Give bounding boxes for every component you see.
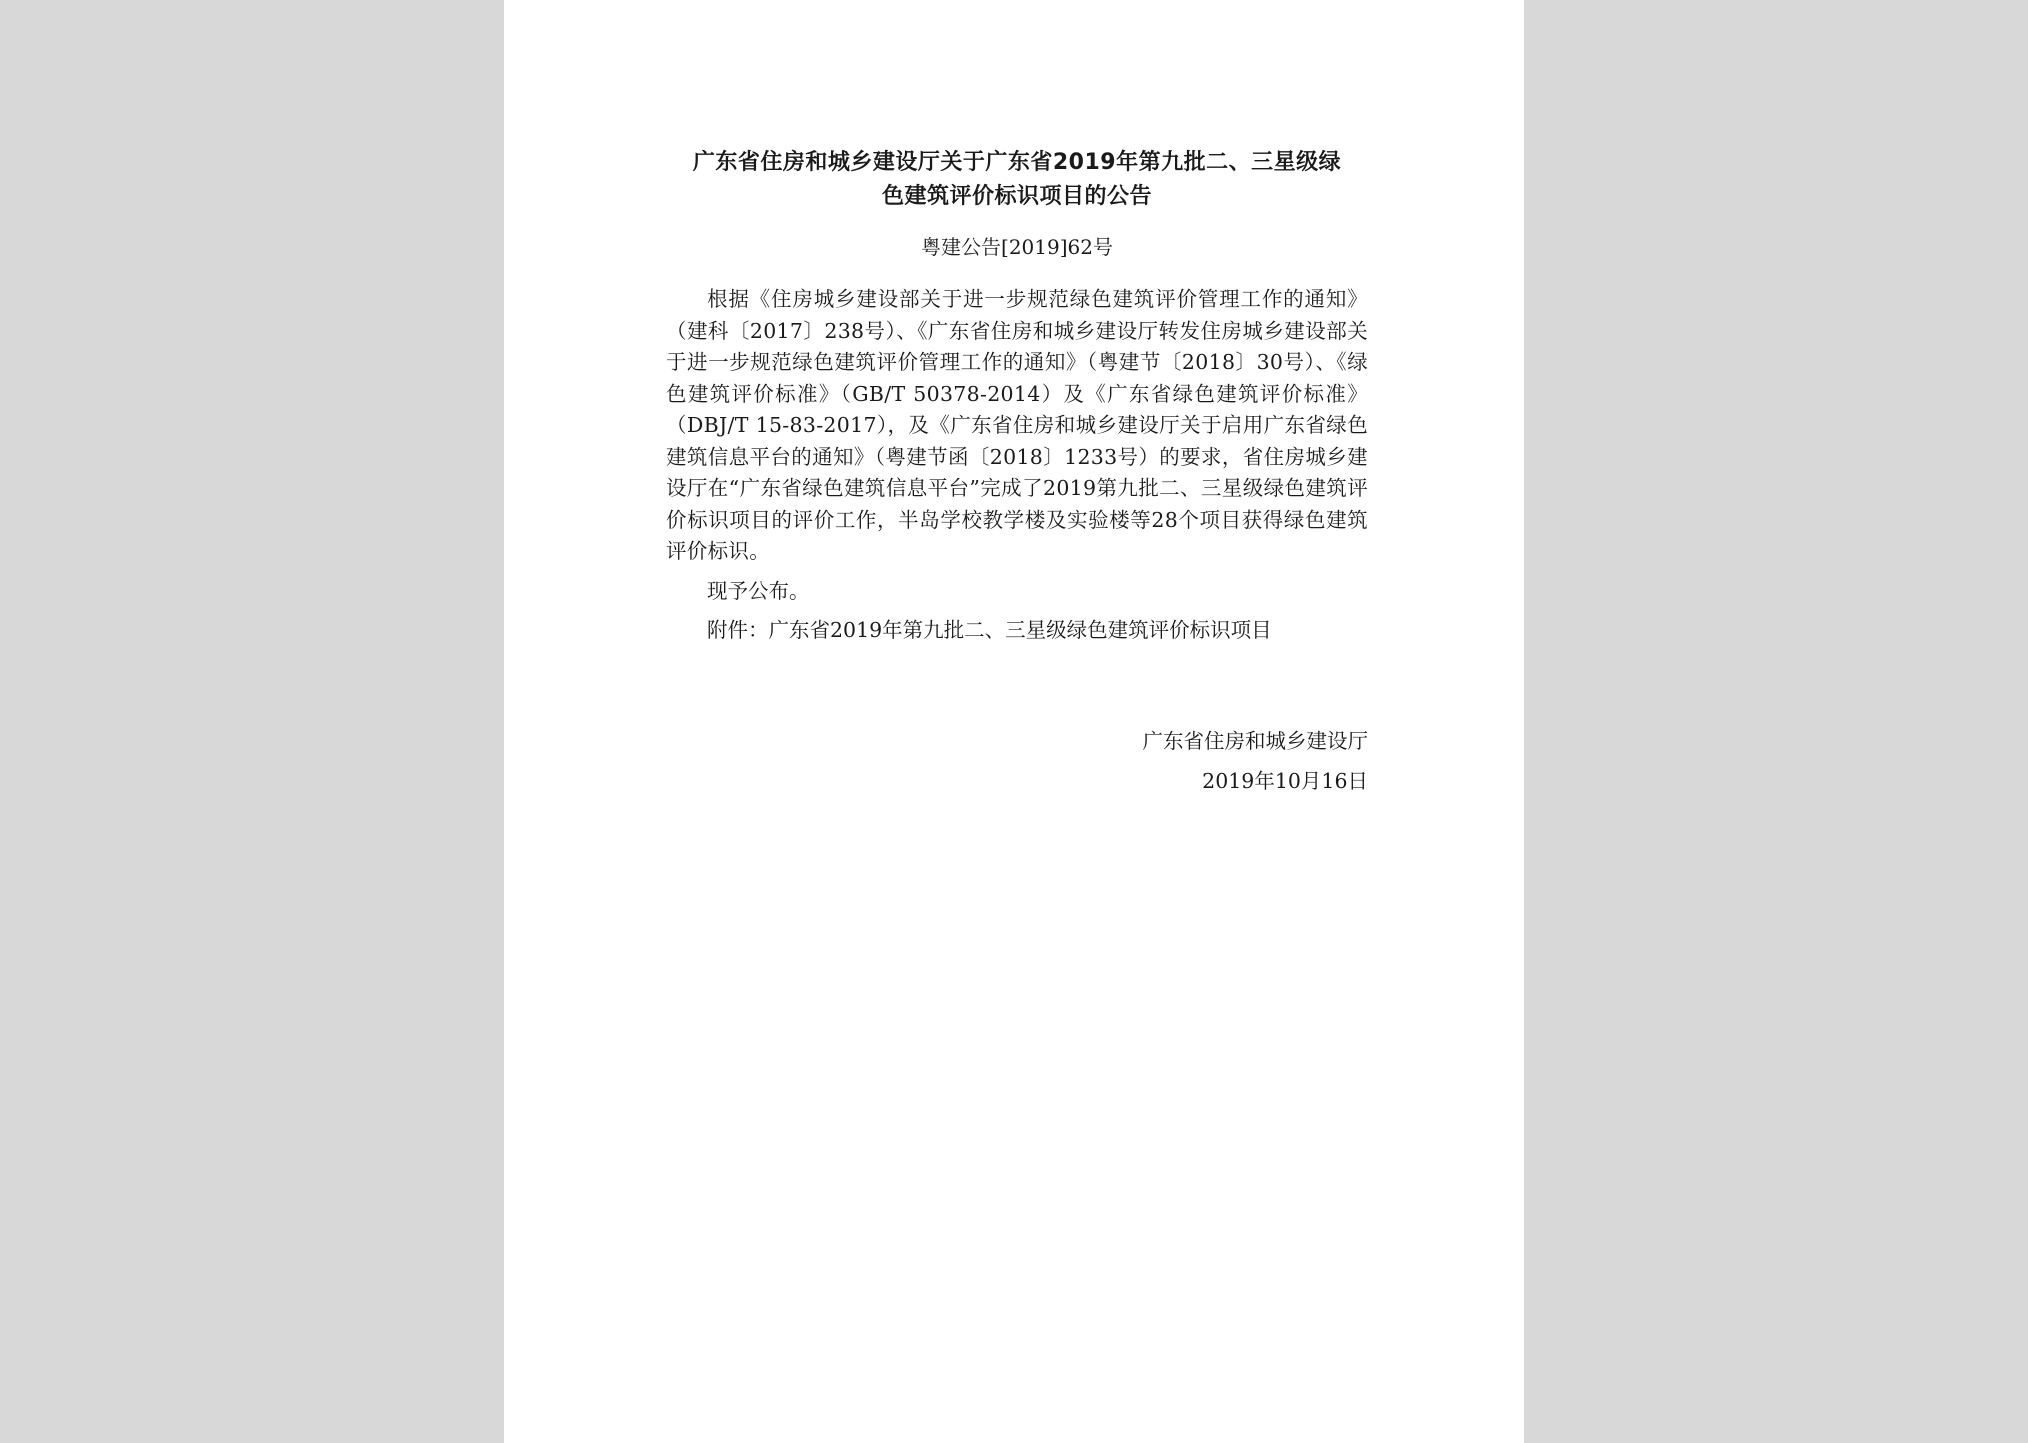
- document-title: [666, 146, 1368, 214]
- page-content: [666, 146, 1368, 801]
- signature-date: 2019年10月16日: [1202, 768, 1368, 793]
- body-paragraph: 根据《住房城乡建设部关于进一步规范绿色建筑评价管理工作的通知》（建科〔2017〕238号）、《广东省住房和城乡建设厅转发住房城乡建设部关于进一步规范绿色建筑评价管理工作的通知》（粤建节〔2018〕30号）、《绿色建筑评价标准》（GB/T 50378-2014）及《广东省绿色建筑评价标准》（DBJ/T 15-83-2017），及《广东省住房和城乡建设厅关于启用广东省绿色建筑信息平台的通知》（粤建节函〔2018〕1233号）的要求，省住房城乡建设厅在“广东省绿色建筑信息平台”完成了2019第九批二、三星级绿色建筑评价标识项目的评价工作，半岛学校教学楼及实验楼等28个项目获得绿色建筑评价标识。: [666, 287, 1368, 563]
- title-line-2: 色建筑评价标识项目的公告: [881, 184, 1152, 209]
- document-page: [504, 0, 1524, 1443]
- signature-org: 广东省住房和城乡建设厅: [1142, 728, 1368, 753]
- title-line-1: 广东省住房和城乡建设厅关于广东省2019年第九批二、三星级绿: [692, 150, 1342, 175]
- attachment-paragraph: 附件：广东省2019年第九批二、三星级绿色建筑评价标识项目: [707, 618, 1272, 642]
- announce-paragraph: 现予公布。: [707, 578, 810, 603]
- signature-block: [666, 721, 1368, 801]
- document-number: 粤建公告[2019]62号: [921, 235, 1113, 259]
